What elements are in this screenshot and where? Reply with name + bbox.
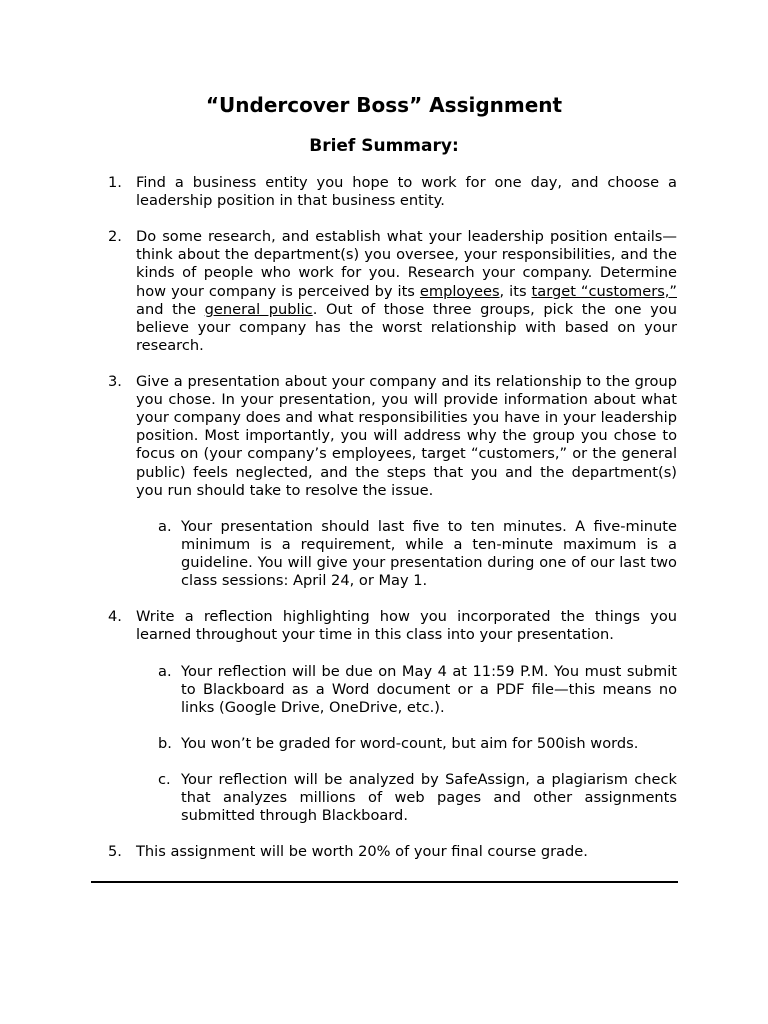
list-item-text: Give a presentation about your company and its relationship to the group you chose. In your presentation, you will provide information about what your company does and what responsibilities you have in your leadership position. Most importantly, you will address why the group you chose to focus on (your company’s employees, target “customers,” or the general public) feels neglected, and the steps that you and the department(s) you run should take to resolve the issue. [136, 373, 677, 499]
page-title: “Undercover Boss” Assignment [205, 93, 563, 117]
sub-list-item-3a [158, 517, 677, 590]
list-item-2 [108, 228, 677, 355]
sub-list-marker: a. [158, 662, 172, 680]
list-marker: 2. [108, 228, 122, 246]
sub-list-item-text: You won’t be graded for word-count, but aim for 500ish words. [181, 734, 639, 752]
list-item-text: , its [499, 282, 532, 300]
list-marker: 3. [108, 373, 122, 391]
list-item-text: and the [136, 300, 205, 318]
list-item-text: Write a reflection highlighting how you incorporated the things you learned throughout your time in this class into your presentation. [136, 608, 677, 644]
horizontal-rule [91, 881, 678, 883]
list-marker: 1. [108, 174, 122, 191]
underlined-term-target-customers: target “customers,” [531, 282, 677, 300]
list-item-4 [108, 608, 677, 644]
sub-list-item-text: Your reflection will be due on May 4 at 11:59 P.M. You must submit to Blackboard as a Word document or a PDF file—this means no links (Google Drive, OneDrive, etc.). [181, 662, 677, 716]
sub-list-marker: c. [158, 771, 171, 789]
sub-list-item-4b [158, 734, 677, 753]
assignment-list [0, 174, 768, 862]
sub-list-marker: b. [158, 734, 172, 752]
sub-list-item-4c [158, 771, 677, 825]
underlined-term-employees: employees [419, 282, 500, 300]
list-item-text: Do some research, and establish what your leadership position entails—think about the department(s) you oversee, your responsibilities, and the kinds of people who work for you. Research your company. Determine how your company is perceived by its [136, 228, 677, 300]
list-item-5 [108, 843, 677, 861]
list-item-text: . Out of those three groups, pick the one you believe your company has the worst relationship with based on your research. [136, 300, 677, 354]
list-marker: 5. [108, 843, 122, 861]
underlined-term-general-public: general public [204, 300, 313, 318]
list-item-3 [108, 373, 677, 500]
sub-list-marker: a. [158, 517, 172, 535]
list-item-text: This assignment will be worth 20% of your final course grade. [136, 843, 588, 861]
list-marker: 4. [108, 608, 122, 626]
sub-list-item-text: Your reflection will be analyzed by SafeAssign, a plagiarism check that analyzes millions of web pages and other assignments submitted through Blackboard. [181, 771, 677, 825]
sub-list-item-4a [158, 662, 677, 717]
list-item-text: Find a business entity you hope to work for one day, and choose a leadership position in that business entity. [136, 174, 677, 210]
section-subtitle: Brief Summary: [309, 136, 459, 156]
list-item-1 [108, 174, 677, 210]
sub-list-item-text: Your presentation should last five to ten minutes. A five-minute minimum is a requirement, while a ten-minute maximum is a guideline. You will give your presentation during one of our last two class sessions: April 24, or May 1. [181, 517, 677, 590]
